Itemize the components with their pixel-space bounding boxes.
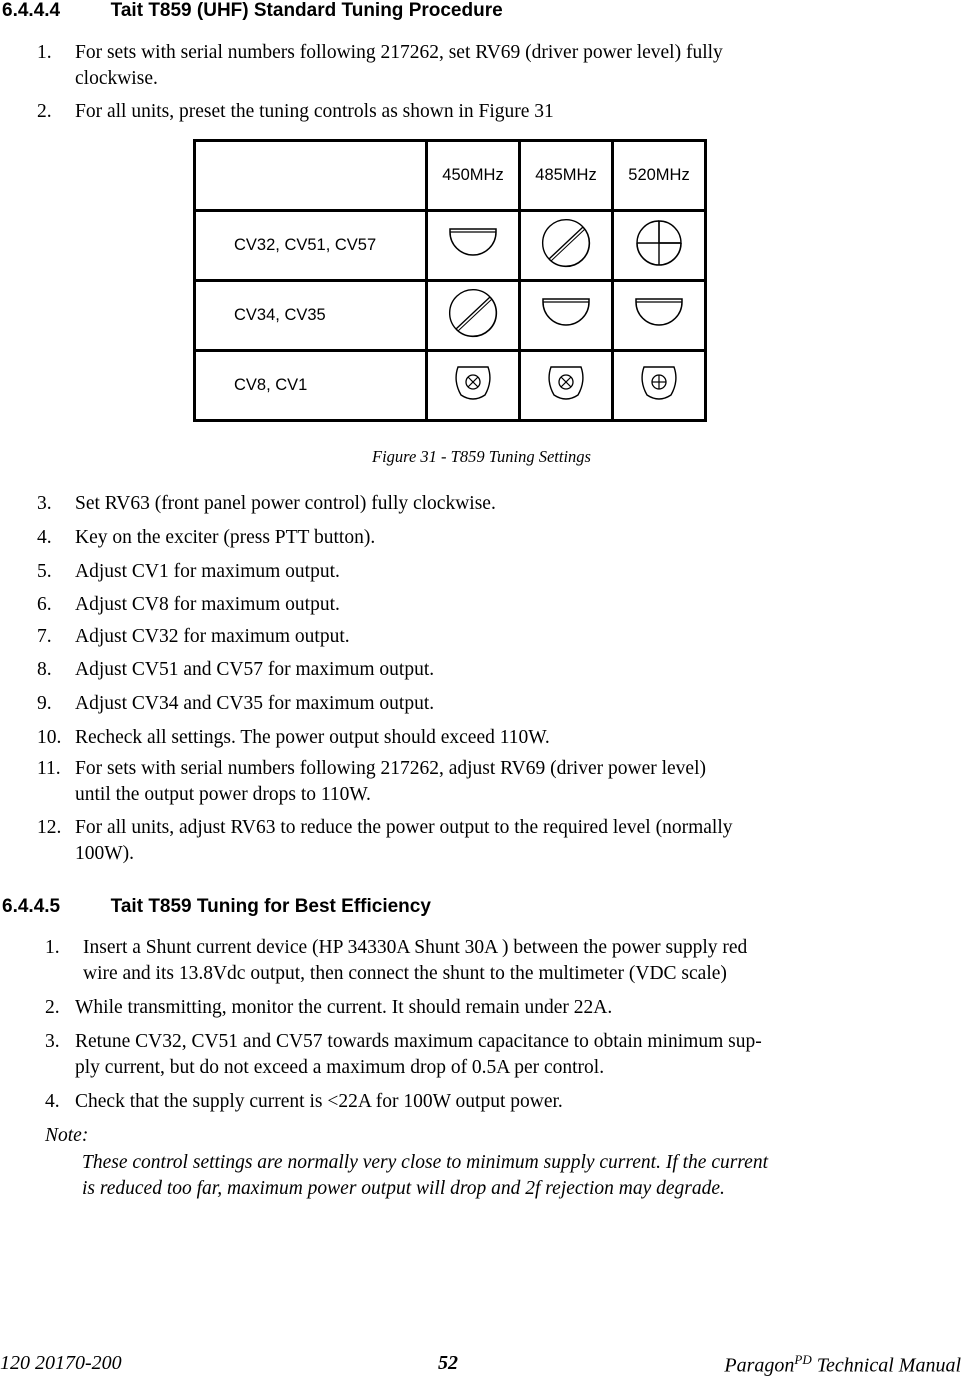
step-text-line: clockwise. <box>75 68 158 89</box>
section-title: Tait T859 Tuning for Best Efficiency <box>110 896 431 917</box>
step-list-b-item <box>37 756 706 808</box>
step-number: 10. <box>37 727 62 748</box>
trimmer-plus-icon <box>637 361 681 405</box>
section-title: Tait T859 (UHF) Standard Tuning Procedure <box>110 0 503 21</box>
step-text-line: Key on the exciter (press PTT button). <box>75 527 376 548</box>
step-number: 2. <box>37 101 52 122</box>
step-list-a-item <box>37 99 554 125</box>
step-number: 5. <box>37 561 52 582</box>
step-text-line: Set RV63 (front panel power control) fully clockwise. <box>75 493 496 514</box>
step-list-b-item <box>37 725 550 751</box>
step-number: 8. <box>37 659 52 680</box>
column-header: 450MHz <box>427 141 520 211</box>
step-number: 2. <box>45 997 60 1018</box>
step-text-line: For sets with serial numbers following 217262, adjust RV69 (driver power level) <box>75 758 706 779</box>
table-corner-cell <box>195 141 427 211</box>
step-list-c-item <box>45 935 747 987</box>
section-number: 6.4.4.5 <box>2 896 61 917</box>
step-list-c-item <box>45 1089 563 1115</box>
step-number: 4. <box>45 1091 60 1112</box>
step-text-line: For all units, adjust RV63 to reduce the power output to the required level (normally <box>75 817 733 838</box>
step-number: 9. <box>37 693 52 714</box>
tuning-settings-table <box>193 139 707 422</box>
step-list-b-item <box>37 559 340 585</box>
step-list-b-item <box>37 657 434 683</box>
semicircle-icon <box>445 223 501 263</box>
step-number: 6. <box>37 594 52 615</box>
note-text-line: is reduced too far, maximum power output will drop and 2f rejection may degrade. <box>82 1178 725 1199</box>
quartered-circle-icon <box>631 217 687 269</box>
table-cell <box>427 351 520 421</box>
table-cell <box>613 351 706 421</box>
row-label: CV32, CV51, CV57 <box>195 211 427 281</box>
step-text-line: wire and its 13.8Vdc output, then connect the shunt to the multimeter (VDC scale) <box>83 963 727 984</box>
note-body <box>82 1150 768 1202</box>
step-text-line: Adjust CV8 for maximum output. <box>75 594 340 615</box>
table-cell <box>427 211 520 281</box>
step-list-b-item <box>37 691 434 717</box>
step-text-line: Retune CV32, CV51 and CV57 towards maximum capacitance to obtain minimum sup- <box>75 1031 762 1052</box>
section-heading-1 <box>2 0 503 22</box>
footer-manual-title <box>724 1352 961 1378</box>
step-text-line: While transmitting, monitor the current. It should remain under 22A. <box>75 997 613 1018</box>
step-text-line: Adjust CV1 for maximum output. <box>75 561 340 582</box>
step-text-line: For all units, preset the tuning controls as shown in Figure 31 <box>75 101 554 122</box>
step-text-line: until the output power drops to 110W. <box>75 784 371 805</box>
step-list-a-item <box>37 40 723 92</box>
trimmer-x-icon <box>544 361 588 405</box>
table-cell <box>520 211 613 281</box>
step-list-b-item <box>37 624 350 650</box>
figure-caption: Figure 31 - T859 Tuning Settings <box>372 447 591 466</box>
step-number: 7. <box>37 626 52 647</box>
table-cell <box>427 281 520 351</box>
table-cell <box>520 281 613 351</box>
step-list-b-item <box>37 525 375 551</box>
semicircle-icon <box>631 293 687 333</box>
step-text-line: Adjust CV32 for maximum output. <box>75 626 350 647</box>
column-header: 485MHz <box>520 141 613 211</box>
step-number: 1. <box>37 42 52 63</box>
step-text-line: Insert a Shunt current device (HP 34330A Shunt 30A ) between the power supply red <box>83 937 748 958</box>
column-header: 520MHz <box>613 141 706 211</box>
footer-page-number: 52 <box>438 1352 458 1374</box>
table-cell <box>613 211 706 281</box>
manual-name: Paragon <box>724 1354 795 1377</box>
step-number: 1. <box>45 937 60 958</box>
note-label: Note: <box>45 1125 89 1146</box>
manual-suffix: Technical Manual <box>811 1354 961 1377</box>
row-label: CV8, CV1 <box>195 351 427 421</box>
step-text-line: Adjust CV34 and CV35 for maximum output. <box>75 693 435 714</box>
step-number: 11. <box>37 758 61 779</box>
semicircle-icon <box>538 293 594 333</box>
diagonal-split-circle-icon <box>445 287 501 339</box>
step-list-b-item <box>37 592 340 618</box>
step-list-b-item <box>37 815 733 867</box>
table-cell <box>520 351 613 421</box>
step-number: 3. <box>45 1031 60 1052</box>
diagonal-split-circle-icon <box>538 217 594 269</box>
step-text-line: 100W). <box>75 843 135 864</box>
step-number: 12. <box>37 817 62 838</box>
step-text-line: For sets with serial numbers following 217262, set RV69 (driver power level) fully <box>75 42 723 63</box>
trimmer-x-icon <box>451 361 495 405</box>
note-text-line: These control settings are normally very close to minimum supply current. If the current <box>82 1152 768 1173</box>
step-text-line: Check that the supply current is <22A for 100W output power. <box>75 1091 563 1112</box>
step-list-c-item <box>45 995 612 1021</box>
step-list-c-item <box>45 1029 762 1081</box>
footer-doc-number: 120 20170-200 <box>0 1352 122 1374</box>
table-cell <box>613 281 706 351</box>
section-heading-2 <box>2 896 431 918</box>
step-text-line: Adjust CV51 and CV57 for maximum output. <box>75 659 435 680</box>
row-label: CV34, CV35 <box>195 281 427 351</box>
step-text-line: ply current, but do not exceed a maximum drop of 0.5A per control. <box>75 1057 605 1078</box>
step-text-line: Recheck all settings. The power output should exceed 110W. <box>75 727 550 748</box>
section-number: 6.4.4.4 <box>2 0 61 21</box>
step-number: 4. <box>37 527 52 548</box>
step-list-b-item <box>37 491 496 517</box>
step-number: 3. <box>37 493 52 514</box>
manual-superscript: PD <box>794 1352 812 1367</box>
